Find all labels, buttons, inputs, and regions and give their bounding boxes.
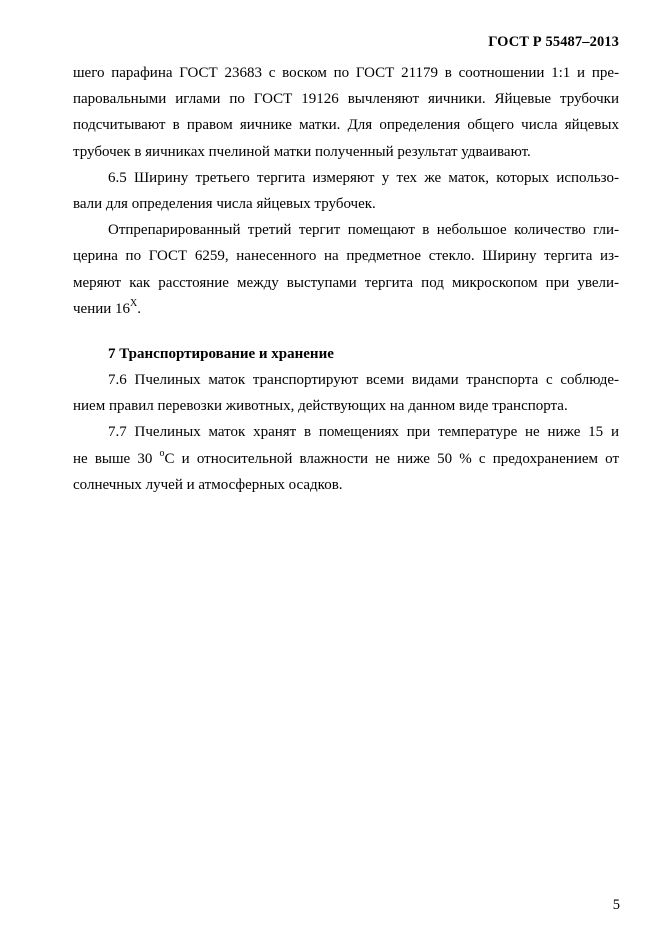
text-fragment: С и относительной влажности не ниже 50 % с предохранением от: [164, 450, 619, 467]
page-number: 5: [612, 897, 620, 913]
paragraph-6-5-tergite-width: [73, 165, 619, 217]
document-code-header: ГОСТ Р 55487–2013: [488, 34, 619, 50]
degree-superscript: о: [159, 447, 165, 459]
paragraph-7-7-storage: [73, 419, 619, 498]
text-line: [73, 296, 619, 322]
text-line: солнечных лучей и атмосферных осадков.: [73, 476, 343, 493]
text-line: Отпрепарированный третий тергит помещают в небольшое количество гли-: [108, 222, 619, 239]
paragraph-7-6-transport: [73, 367, 619, 419]
text-line: 6.5 Ширину третьего тергита измеряют у тех же маток, которых использо-: [108, 169, 619, 186]
text-line: 7.7 Пчелиных маток хранят в помещениях при температуре не ниже 15 и: [108, 424, 619, 441]
paragraph-tergite-measurement: [73, 217, 619, 322]
section-heading: 7 Транспортирование и хранение: [108, 345, 334, 362]
document-body: [73, 60, 619, 498]
text-line: нием правил перевозки животных, действующих на данном виде транспорта.: [73, 398, 568, 415]
text-line: паровальными иглами по ГОСТ 19126 вычленяют яичники. Яйцевые трубочки: [73, 91, 619, 108]
text-line: подсчитывают в правом яичнике матки. Для определения общего числа яйцевых: [73, 117, 619, 134]
text-line: шего парафина ГОСТ 23683 с воском по ГОСТ 21179 в соотношении 1:1 и пре-: [73, 65, 619, 81]
text-fragment: .: [137, 300, 142, 317]
section-spacer: [73, 322, 619, 341]
text-line: трубочек в яичниках пчелиной матки полученный результат удваивают.: [73, 143, 531, 160]
text-line: церина по ГОСТ 6259, нанесенного на предметное стекло. Ширину тергита из-: [73, 248, 619, 265]
text-line: [73, 446, 619, 472]
magnification-superscript: Х: [130, 297, 138, 309]
text-fragment: чении 16: [73, 300, 131, 317]
text-line: меряют как расстояние между выступами тергита под микроскопом при увели-: [73, 274, 619, 291]
text-line: вали для определения числа яйцевых трубочек.: [73, 195, 376, 212]
text-fragment: не выше 30: [73, 450, 160, 467]
paragraph-ovary-preparation: [73, 60, 619, 165]
text-line: 7.6 Пчелиных маток транспортируют всеми видами транспорта с соблюде-: [108, 372, 619, 389]
